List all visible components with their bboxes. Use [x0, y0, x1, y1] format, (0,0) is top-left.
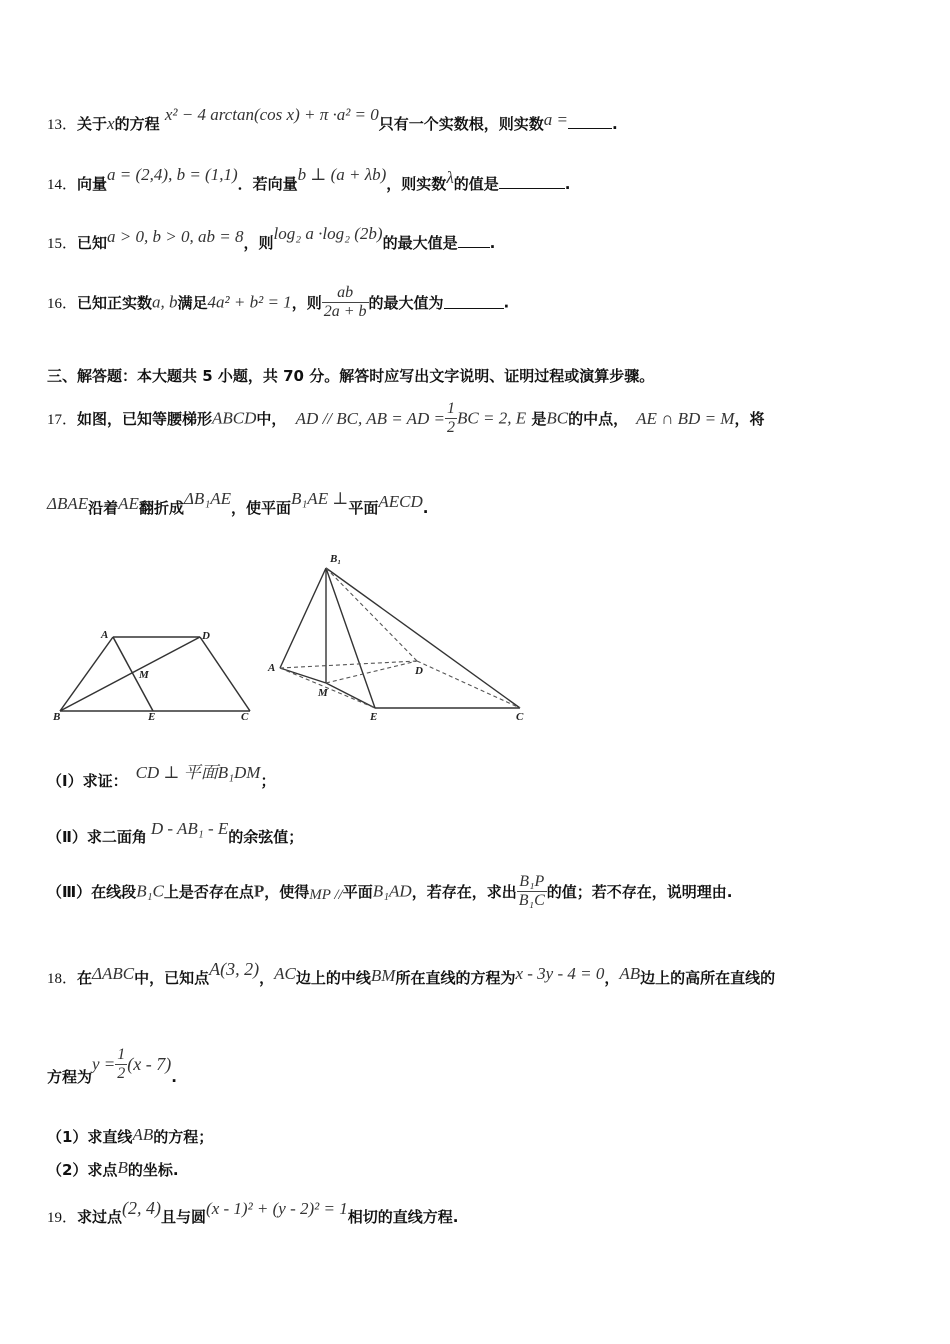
label-D: D: [202, 630, 210, 642]
question-18-part-1: （1）求直线AB的方程；: [47, 1125, 214, 1146]
question-14: 14．向量a = (2,4), b = (1,1)．若向量b ⊥ (a + λb)，则实数λ的值是 .: [47, 165, 571, 193]
question-17: 17．如图，已知等腰梯形ABCD中， AD // BC, AB = AD = $\frac{1}{2}$ BC = 2, E 是BC的中点， AE ∩ BD = M，将: [47, 400, 765, 436]
question-17-part-2: （Ⅱ）求二面角 D - AB₁ - E的余弦值；: [47, 819, 304, 846]
question-18-cont: 方程为y = $\frac{1}{2}$ (x - 7).: [47, 1046, 177, 1086]
fraction: $\frac{ab}{2a + b}$: [323, 284, 367, 320]
question-17-part-3: （Ⅲ）在线段B₁C上是否存在点P，使得MP //平面B₁AD，若存在，求出 $\frac{\text{B₁P}}{\text{B₁C}}$ 的值；若不存在，说明理由.: [47, 873, 733, 909]
answer-blank: [444, 296, 504, 309]
label-B: B: [53, 711, 61, 723]
label-D: D: [415, 665, 423, 677]
fraction-ratio: $\frac{\text{B₁P}}{\text{B₁C}}$: [518, 873, 545, 909]
label-B1: B₁: [330, 553, 342, 565]
answer-blank: [499, 176, 565, 189]
label-M: M: [318, 687, 328, 699]
fraction-half: $\frac{1}{2}$: [447, 400, 456, 436]
label-A: A: [101, 629, 109, 641]
label-E: E: [370, 711, 378, 723]
label-C: C: [241, 711, 249, 723]
label-A: A: [268, 662, 276, 674]
fraction-half: $\frac{1}{2}$: [117, 1046, 126, 1082]
question-15: 15．已知a > 0, b > 0, ab = 8，则log₂ a ·log₂ (2b)的最大值是 .: [47, 224, 496, 252]
question-18-part-2: （2）求点B的坐标.: [47, 1158, 179, 1179]
section-heading: 三、解答题：本大题共 5 小题，共 70 分。解答时应写出文字说明、证明过程或演算步骤。: [47, 367, 655, 385]
question-17-cont: ΔBAE沿着AE翻折成ΔB₁AE，使平面B₁AE ⊥平面AECD.: [47, 489, 429, 517]
question-17-part-1: （Ⅰ）求证： CD ⊥ 平面B₁DM；: [47, 763, 276, 790]
pyramid-solid-lines: [280, 568, 520, 708]
label-C: C: [516, 711, 524, 723]
figure-pyramid: [262, 548, 532, 724]
trapezoid-lines: [60, 637, 250, 711]
answer-blank: [458, 235, 490, 248]
question-16: 16．已知正实数a, b满足4a² + b² = 1，则 $\frac{ab}{2a + b}$ 的最大值为 .: [47, 284, 510, 320]
label-M: M: [139, 669, 149, 681]
label-E: E: [148, 711, 156, 723]
question-19: 19．求过点(2, 4)且与圆(x - 1)² + (y - 2)² = 1相切的直线方程.: [47, 1198, 459, 1226]
question-13: 13．关于x的方程 x² − 4 arctan(cos x) + π ·a² = 0只有一个实数根，则实数a = .: [47, 105, 618, 133]
figure-trapezoid: [45, 622, 260, 724]
answer-blank: [568, 116, 612, 129]
question-18: 18．在ΔABC中，已知点A(3, 2)，AC边上的中线BM所在直线的方程为x - 3y - 4 = 0，AB边上的高所在直线的: [47, 959, 776, 987]
